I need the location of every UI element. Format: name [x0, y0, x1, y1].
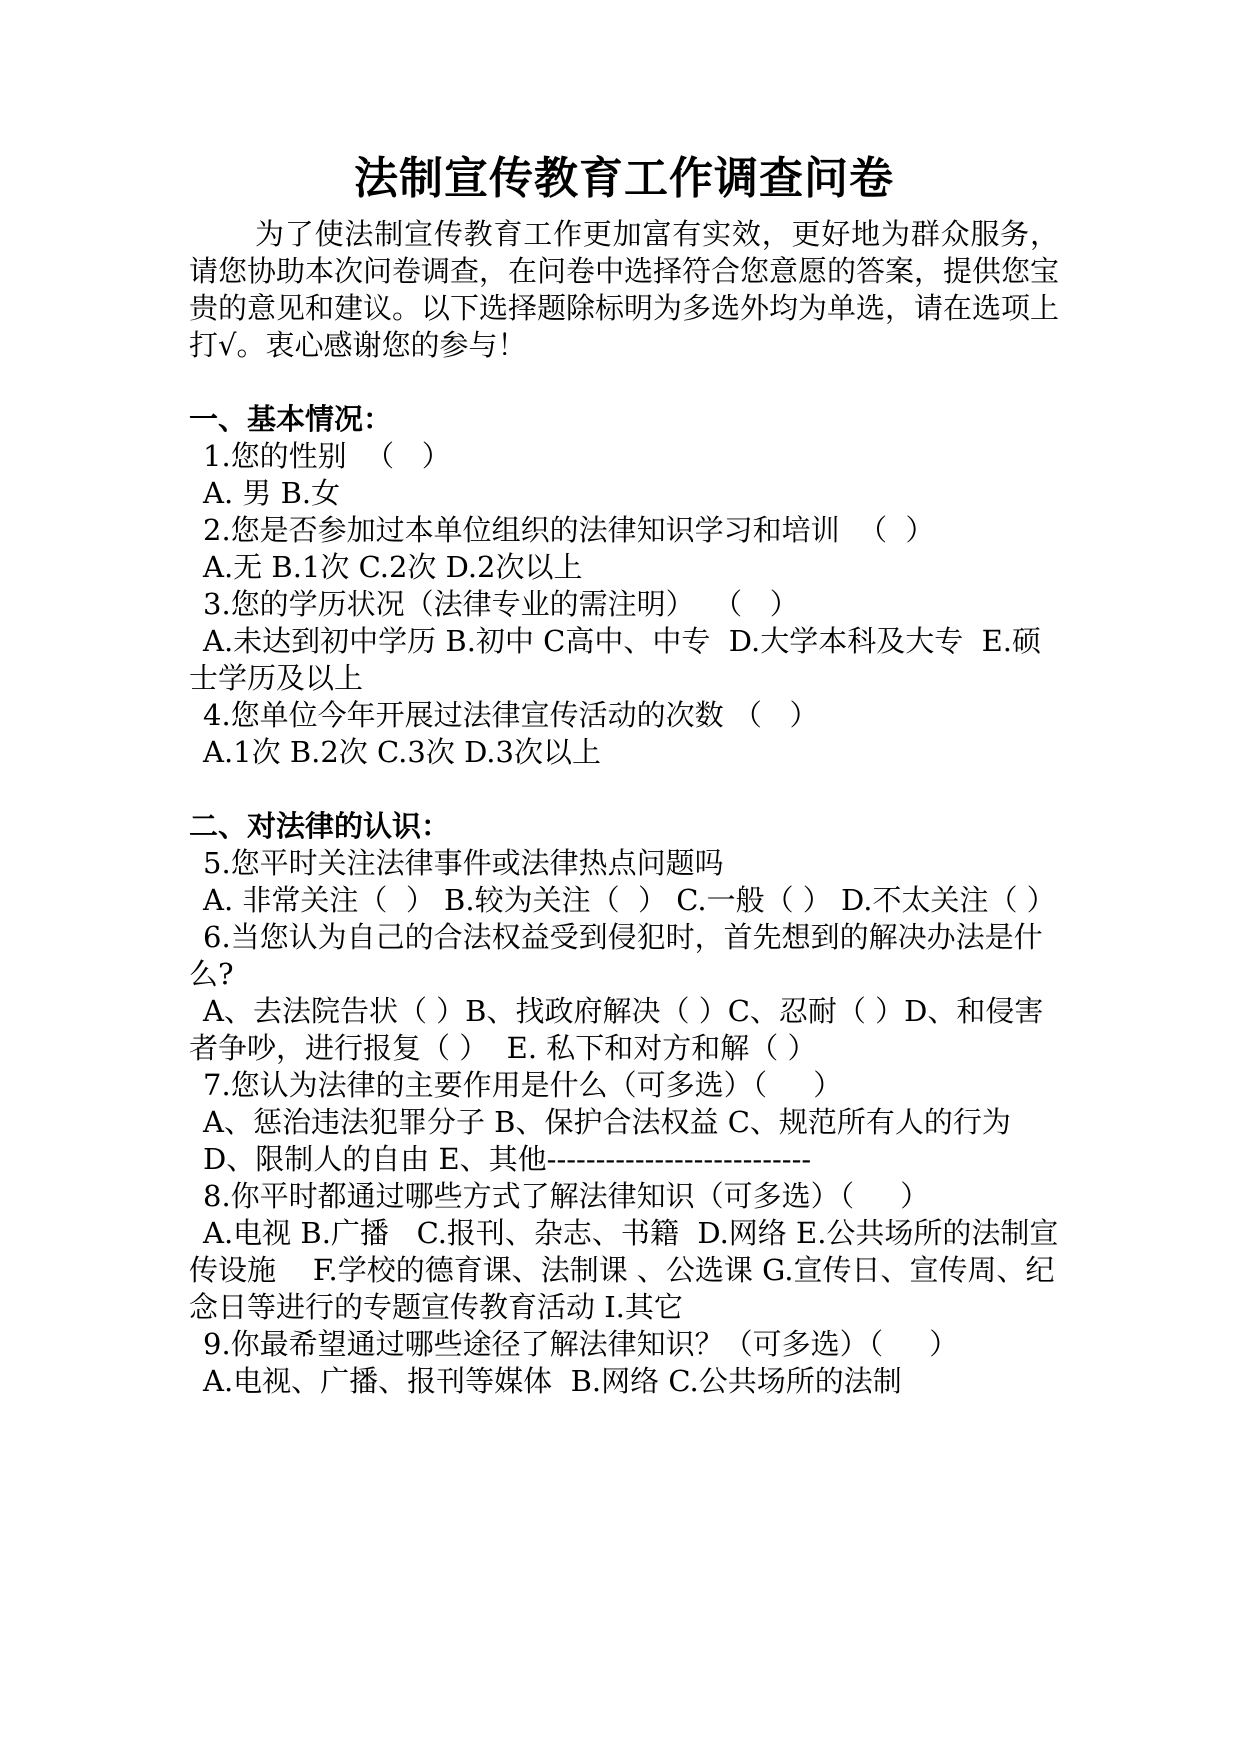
- question-1: 1.您的性别 （ ）: [203, 439, 451, 473]
- options-1: A. 男 B.女: [203, 476, 341, 510]
- options-3: A.未达到初中学历 B.初中 C高中、中专 D.大学本科及大专 E.硕士学历及以上: [189, 624, 1042, 695]
- intro-paragraph: 为了使法制宣传教育工作更加富有实效，更好地为群众服务，请您协助本次问卷调查，在问卷中选择符合您意愿的答案，提供您宝贵的意见和建议。以下选择题除标明为多选外均为单选，请在选项上打√。衷心感谢您的参与！: [189, 217, 1060, 362]
- question-6: 6.当您认为自己的合法权益受到侵犯时，首先想到的解决办法是什么?: [189, 920, 1043, 991]
- question-4: 4.您单位今年开展过法律宣传活动的次数 （ ）: [203, 698, 819, 732]
- options-7: A、惩治违法犯罪分子 B、保护合法权益 C、规范所有人的行为 D、限制人的自由 E、其他---------------------------: [203, 1105, 1021, 1176]
- question-3: 3.您的学历状况（法律专业的需注明） （ ）: [203, 587, 799, 621]
- question-2: 2.您是否参加过本单位组织的法律知识学习和培训 （ ）: [203, 513, 935, 547]
- section-heading-basic: 一、基本情况：: [189, 402, 393, 436]
- options-6: A、去法院告状（ ）B、找政府解决（ ）C、忍耐（ ）D、和侵害者争吵，进行报复（ ） E. 私下和对方和解（ ）: [189, 994, 1044, 1065]
- section-heading-law-awareness: 二、对法律的认识：: [189, 809, 451, 843]
- question-8: 8.你平时都通过哪些方式了解法律知识（可多选）（ ）: [203, 1179, 930, 1213]
- question-5: 5.您平时关注法律事件或法律热点问题吗: [203, 846, 724, 880]
- options-2: A.无 B.1次 C.2次 D.2次以上: [203, 550, 583, 584]
- options-9: A.电视、广播、报刊等媒体 B.网络 C.公共场所的法制: [203, 1364, 902, 1398]
- question-9: 9.你最希望通过哪些途径了解法律知识？（可多选）（ ）: [203, 1327, 959, 1361]
- question-7: 7.您认为法律的主要作用是什么（可多选）（ ）: [203, 1068, 843, 1102]
- options-8: A.电视 B.广播 C.报刊、杂志、书籍 D.网络 E.公共场所的法制宣传设施 F.学校的德育课、法制课 、公选课 G.宣传日、宣传周、纪念日等进行的专题宣传教育活动 I.其它: [189, 1216, 1059, 1324]
- page-title: 法制宣传教育工作调查问卷: [354, 153, 894, 204]
- questionnaire-page: [189, 150, 1059, 1400]
- options-5: A. 非常关注（ ） B.较为关注（ ） C.一般（ ） D.不太关注（ ）: [203, 883, 1056, 917]
- options-4: A.1次 B.2次 C.3次 D.3次以上: [203, 735, 601, 769]
